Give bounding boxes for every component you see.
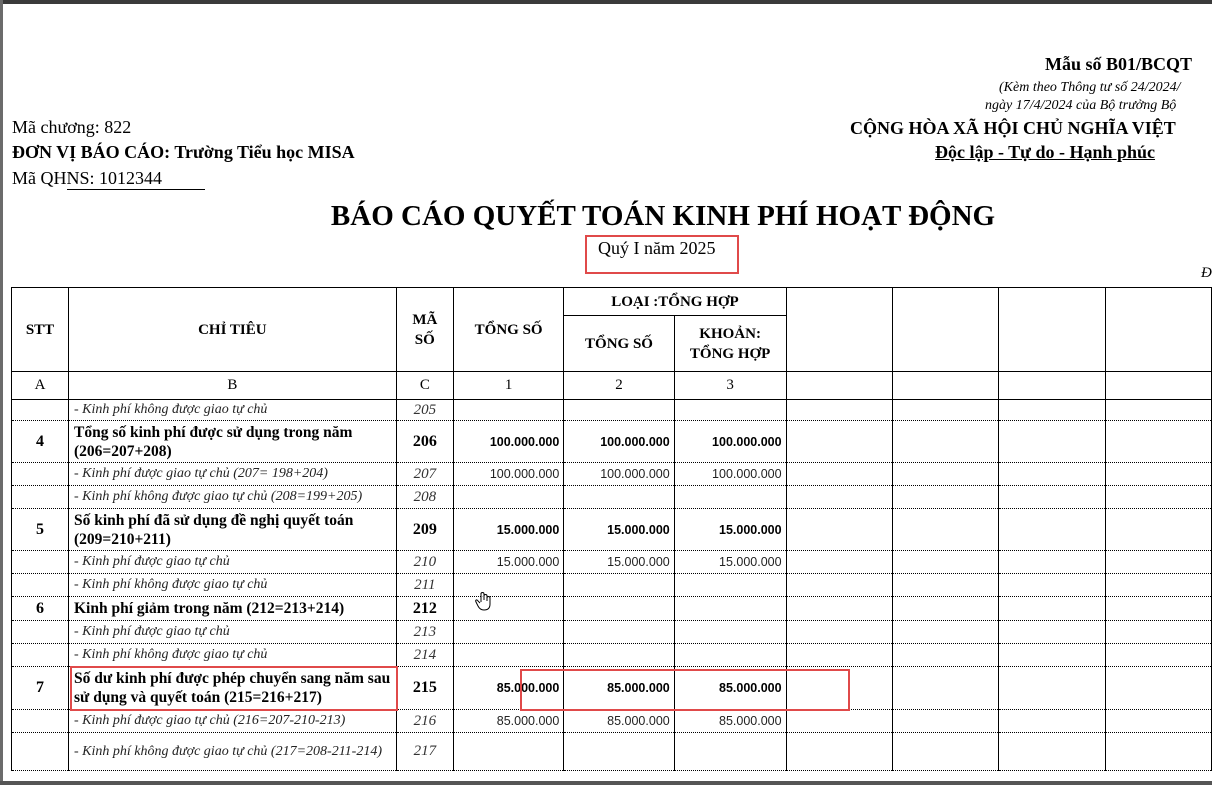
row-khoan-total: 100.000.000 (674, 463, 786, 486)
row-code: 210 (396, 551, 453, 574)
row-loai-total (564, 621, 674, 644)
row-empty-cell (892, 644, 998, 667)
row-empty-cell (786, 486, 892, 509)
index-3: 3 (674, 372, 786, 400)
row-code: 215 (396, 667, 453, 710)
row-label: - Kinh phí được giao tự chủ (68, 621, 396, 644)
row-empty-cell (892, 733, 998, 771)
row-khoan-total (674, 574, 786, 597)
row-code: 211 (396, 574, 453, 597)
index-a: A (12, 372, 69, 400)
row-empty-cell (999, 667, 1105, 710)
index-1: 1 (453, 372, 563, 400)
row-empty-cell (999, 400, 1105, 421)
table-row (12, 710, 1212, 733)
row-empty-cell (786, 710, 892, 733)
row-empty-cell (786, 463, 892, 486)
index-row (12, 372, 1212, 400)
row-empty-cell (892, 421, 998, 463)
row7-label-highlight (70, 666, 398, 711)
row-loai-total (564, 644, 674, 667)
row-total (453, 486, 563, 509)
row-total: 85.000.000 (453, 710, 563, 733)
row-empty-cell (1105, 621, 1211, 644)
row-loai-total (564, 486, 674, 509)
row-empty-cell (892, 486, 998, 509)
row-code: 213 (396, 621, 453, 644)
row-empty-cell (999, 421, 1105, 463)
row-loai-total (564, 574, 674, 597)
row-empty-cell (786, 733, 892, 771)
row-empty-cell (999, 463, 1105, 486)
row-total: 15.000.000 (453, 551, 563, 574)
row-label: Số dư kinh phí được phép chuyển sang năm sau sử dụng và quyết toán (215=216+217) (68, 667, 396, 710)
row-empty-cell (786, 644, 892, 667)
row-loai-total: 15.000.000 (564, 551, 674, 574)
header-empty-8 (892, 288, 998, 372)
row-stt: 5 (12, 509, 69, 551)
qhns-value: NS: 1012344 (67, 168, 205, 190)
index-b: B (68, 372, 396, 400)
index-c: C (396, 372, 453, 400)
row-loai-total: 100.000.000 (564, 463, 674, 486)
row-empty-cell (892, 621, 998, 644)
row-total: 15.000.000 (453, 509, 563, 551)
row-label: Số kinh phí đã sử dụng đề nghị quyết toán (209=210+211) (68, 509, 396, 551)
row-empty-cell (999, 621, 1105, 644)
row-total (453, 597, 563, 621)
qhns-prefix: Mã QH (12, 168, 67, 188)
row-empty-cell (786, 509, 892, 551)
reporting-unit (12, 142, 355, 163)
header-chi-tieu: CHỈ TIÊU (68, 288, 396, 372)
reporting-unit-label: ĐƠN VỊ BÁO CÁO: (12, 142, 171, 162)
header-tong-so: TỔNG SỐ (453, 288, 563, 372)
row-empty-cell (999, 597, 1105, 621)
row-loai-total: 15.000.000 (564, 509, 674, 551)
row-code: 212 (396, 597, 453, 621)
row-label: Tổng số kinh phí được sử dụng trong năm (206=207+208) (68, 421, 396, 463)
right-marker: Đ (1201, 265, 1212, 281)
row-stt (12, 733, 69, 771)
header-loai-tong-so: TỔNG SỐ (564, 316, 674, 372)
row-khoan-total: 85.000.000 (674, 710, 786, 733)
row-label: - Kinh phí không được giao tự chủ (208=199+205) (68, 486, 396, 509)
row-label: - Kinh phí được giao tự chủ (68, 551, 396, 574)
row-khoan-total (674, 597, 786, 621)
report-title: BÁO CÁO QUYẾT TOÁN KINH PHÍ HOẠT ĐỘNG (330, 200, 996, 232)
header-ma-so: MÃ SỐ (396, 288, 453, 372)
row-code: 216 (396, 710, 453, 733)
row-label: - Kinh phí không được giao tự chủ (217=208-211-214) (68, 733, 396, 771)
row-empty-cell (1105, 463, 1211, 486)
row-code: 207 (396, 463, 453, 486)
row-khoan-total (674, 644, 786, 667)
row-empty-cell (786, 597, 892, 621)
row-empty-cell (786, 621, 892, 644)
table-body (12, 400, 1212, 771)
row-empty-cell (892, 667, 998, 710)
chapter-code: Mã chương: 822 (12, 117, 132, 137)
table-row (12, 733, 1212, 771)
row-empty-cell (786, 574, 892, 597)
republic-name: CỘNG HÒA XÃ HỘI CHỦ NGHĨA VIỆT (850, 118, 1176, 138)
row-khoan-total (674, 733, 786, 771)
table-row (12, 486, 1212, 509)
row-stt (12, 644, 69, 667)
row-khoan-total: 85.000.000 (674, 667, 786, 710)
row-empty-cell (999, 574, 1105, 597)
row-loai-total: 100.000.000 (564, 421, 674, 463)
row-stt (12, 551, 69, 574)
row-stt (12, 710, 69, 733)
row-label: - Kinh phí không được giao tự chủ (68, 400, 396, 421)
table-row (12, 621, 1212, 644)
row-khoan-total: 15.000.000 (674, 509, 786, 551)
row-empty-cell (1105, 421, 1211, 463)
row-total: 85.000.000 (453, 667, 563, 710)
row-label: - Kinh phí không được giao tự chủ (68, 574, 396, 597)
row-empty-cell (999, 551, 1105, 574)
row-empty-cell (892, 574, 998, 597)
row-loai-total: 85.000.000 (564, 667, 674, 710)
row-khoan-total (674, 400, 786, 421)
row-label: - Kinh phí được giao tự chủ (207= 198+204) (68, 463, 396, 486)
row-empty-cell (1105, 400, 1211, 421)
row-total (453, 733, 563, 771)
qhns-code (12, 168, 205, 190)
window-bottom-border (0, 781, 1212, 785)
row-loai-total (564, 733, 674, 771)
row-empty-cell (892, 710, 998, 733)
row-total: 100.000.000 (453, 463, 563, 486)
row-empty-cell (1105, 733, 1211, 771)
header-khoan: KHOẢN: TỔNG HỢP (674, 316, 786, 372)
circular-line-1: (Kèm theo Thông tư số 24/2024/ (999, 80, 1181, 95)
row-empty-cell (1105, 551, 1211, 574)
row-stt (12, 400, 69, 421)
table-row (12, 574, 1212, 597)
header-row-1 (12, 288, 1212, 316)
row-empty-cell (892, 400, 998, 421)
row-total (453, 644, 563, 667)
row-empty-cell (892, 463, 998, 486)
row-label: - Kinh phí không được giao tự chủ (68, 644, 396, 667)
row-total (453, 400, 563, 421)
table-row (12, 463, 1212, 486)
row-empty-cell (786, 421, 892, 463)
row-empty-cell (1105, 486, 1211, 509)
header-stt: STT (12, 288, 69, 372)
row-loai-total (564, 400, 674, 421)
row-khoan-total: 15.000.000 (674, 551, 786, 574)
row-stt: 4 (12, 421, 69, 463)
row-empty-cell (786, 551, 892, 574)
table-row (12, 509, 1212, 551)
row-stt: 7 (12, 667, 69, 710)
header-loai: LOẠI :TỔNG HỢP (564, 288, 786, 316)
row-empty-cell (786, 400, 892, 421)
row-code: 209 (396, 509, 453, 551)
row-empty-cell (999, 710, 1105, 733)
row-stt (12, 486, 69, 509)
row-empty-cell (1105, 574, 1211, 597)
row7-values-highlight (520, 669, 850, 711)
row-empty-cell (1105, 710, 1211, 733)
row-loai-total: 85.000.000 (564, 710, 674, 733)
row-empty-cell (1105, 509, 1211, 551)
row-khoan-total (674, 486, 786, 509)
row-loai-total (564, 597, 674, 621)
table-row (12, 400, 1212, 421)
row-total: 100.000.000 (453, 421, 563, 463)
row-label: Kinh phí giảm trong năm (212=213+214) (68, 597, 396, 621)
row-empty-cell (999, 733, 1105, 771)
row-empty-cell (1105, 644, 1211, 667)
row-empty-cell (1105, 597, 1211, 621)
table-row (12, 421, 1212, 463)
row-total (453, 574, 563, 597)
report-page (3, 4, 1212, 781)
header-empty-7 (786, 288, 892, 372)
national-motto: Độc lập - Tự do - Hạnh phúc (935, 142, 1156, 162)
row-empty-cell (999, 644, 1105, 667)
row-khoan-total (674, 621, 786, 644)
row-empty-cell (1105, 667, 1211, 710)
report-period: Quý I năm 2025 (598, 238, 716, 258)
header-empty-9 (999, 288, 1105, 372)
period-highlight (585, 235, 739, 274)
row-total (453, 621, 563, 644)
header-empty-10 (1105, 288, 1211, 372)
form-number: Mẫu số B01/BCQT (1045, 54, 1193, 74)
row-code: 208 (396, 486, 453, 509)
row-code: 217 (396, 733, 453, 771)
row-empty-cell (892, 551, 998, 574)
row-stt (12, 574, 69, 597)
table-row (12, 551, 1212, 574)
table-row (12, 644, 1212, 667)
table-row (12, 597, 1212, 621)
row-label: - Kinh phí được giao tự chủ (216=207-210-213) (68, 710, 396, 733)
row-code: 205 (396, 400, 453, 421)
row-stt (12, 621, 69, 644)
row-empty-cell (892, 509, 998, 551)
row-khoan-total: 100.000.000 (674, 421, 786, 463)
reporting-unit-name: Trường Tiểu học MISA (174, 142, 355, 162)
row-empty-cell (999, 509, 1105, 551)
row-empty-cell (999, 486, 1105, 509)
row-stt: 6 (12, 597, 69, 621)
circular-line-2: ngày 17/4/2024 của Bộ trưởng Bộ (985, 98, 1177, 113)
index-2: 2 (564, 372, 674, 400)
hand-cursor-icon (475, 591, 493, 611)
row-stt (12, 463, 69, 486)
row-code: 214 (396, 644, 453, 667)
row-empty-cell (892, 597, 998, 621)
row-code: 206 (396, 421, 453, 463)
